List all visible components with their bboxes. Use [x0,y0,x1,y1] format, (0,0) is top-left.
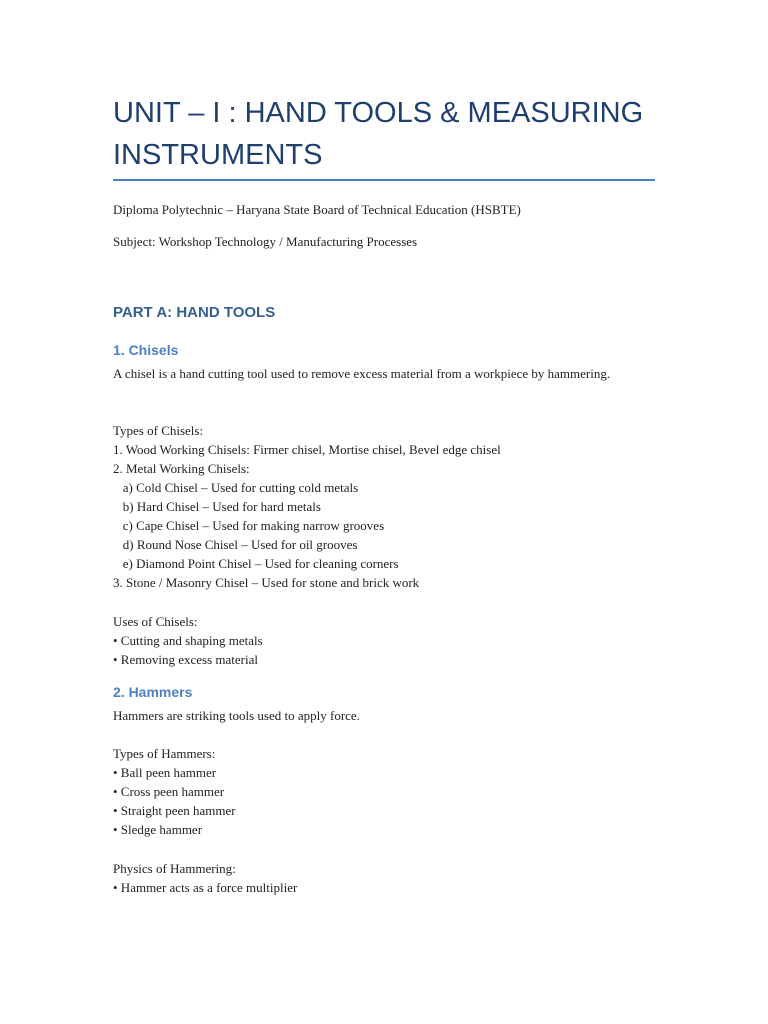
list-item: • Cutting and shaping metals [113,633,263,648]
title-underline [113,179,655,181]
list-item: • Hammer acts as a force multiplier [113,880,298,895]
hammers-intro: Hammers are striking tools used to apply force. [113,708,360,723]
chisels-intro: A chisel is a hand cutting tool used to remove excess material from a workpiece by hammering. [113,366,611,381]
chisels-uses-block [113,612,633,669]
list-item: • Ball peen hammer [113,765,217,780]
list-item: • Sledge hammer [113,822,203,837]
list-item: b) Hard Chisel – Used for hard metals [113,499,321,514]
list-item: e) Diamond Point Chisel – Used for cleaning corners [113,556,399,571]
chisels-heading: 1. Chisels [113,342,179,358]
hammers-types-block [113,744,633,839]
list-item: • Removing excess material [113,652,258,667]
list-item: d) Round Nose Chisel – Used for oil grooves [113,537,358,552]
chisels-types-block [113,421,633,592]
hammers-physics-heading: Physics of Hammering: [113,861,236,876]
chisels-types-heading: Types of Chisels: [113,423,204,438]
list-item: 2. Metal Working Chisels: [113,461,250,476]
list-item: • Cross peen hammer [113,784,225,799]
list-item: a) Cold Chisel – Used for cutting cold metals [113,480,359,495]
institution-line: Diploma Polytechnic – Haryana State Board of Technical Education (HSBTE) [113,202,521,217]
list-item: 3. Stone / Masonry Chisel – Used for stone and brick work [113,575,420,590]
hammers-types-heading: Types of Hammers: [113,746,216,761]
hammers-heading: 2. Hammers [113,684,193,700]
list-item: c) Cape Chisel – Used for making narrow grooves [113,518,385,533]
chisels-uses-heading: Uses of Chisels: [113,614,198,629]
subject-line: Subject: Workshop Technology / Manufacturing Processes [113,234,418,249]
page-title: UNIT – I : HAND TOOLS & MEASURING INSTRUMENTS [113,97,644,171]
part-a-heading: PART A: HAND TOOLS [113,304,276,321]
list-item: • Straight peen hammer [113,803,236,818]
hammers-physics-block [113,859,633,897]
list-item: 1. Wood Working Chisels: Firmer chisel, Mortise chisel, Bevel edge chisel [113,442,501,457]
